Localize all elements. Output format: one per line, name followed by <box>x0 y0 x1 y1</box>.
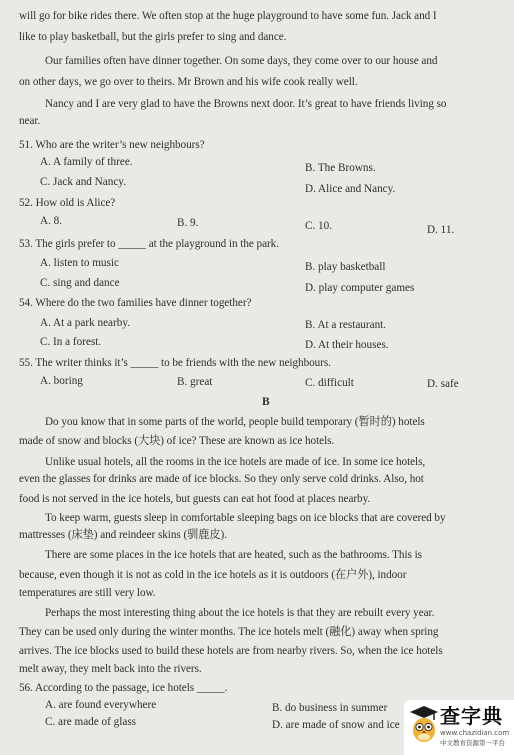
option-b: B. 9. <box>177 217 199 229</box>
option-c: C. In a forest. <box>40 336 102 348</box>
passage-a-line: near. <box>19 115 41 127</box>
question-stem: 54. Where do the two families have dinner together? <box>19 297 252 309</box>
passage-b-line: To keep warm, guests sleep in comfortable sleeping bags on ice blocks that are covered by <box>45 512 446 524</box>
passage-b-line: They can be used only during the winter months. The ice hotels melt (融化) away when spring <box>19 626 439 638</box>
passage-b-line: made of snow and blocks (大块) of ice? These are known as ice hotels. <box>19 435 335 447</box>
question-stem: 55. The writer thinks it’s _____ to be friends with the new neighbours. <box>19 357 331 369</box>
option-a: A. are found everywhere <box>45 699 157 711</box>
option-a: A. 8. <box>40 215 63 227</box>
option-b: B. The Browns. <box>305 162 376 174</box>
option-b: B. great <box>177 376 213 388</box>
option-a: A. boring <box>40 375 83 387</box>
option-d: D. play computer games <box>305 282 415 294</box>
question-stem: 56. According to the passage, ice hotels _____. <box>19 682 228 694</box>
option-a: A. listen to music <box>40 257 119 269</box>
option-c: C. are made of glass <box>45 716 137 728</box>
option-d: D. are made of snow and ice <box>272 719 400 731</box>
passage-b-line: arrives. The ice blocks used to build these hotels are from nearby rivers. So, when the ice hotels <box>19 645 443 657</box>
option-d: D. At their houses. <box>305 339 389 351</box>
option-b: B. At a restaurant. <box>305 319 387 331</box>
option-d: D. 11. <box>427 224 455 236</box>
question-stem: 52. How old is Alice? <box>19 197 116 209</box>
passage-b-line: temperatures are still very low. <box>19 587 156 599</box>
question-stem: 53. The girls prefer to _____ at the playground in the park. <box>19 238 279 250</box>
watermark-slogan: 中文教育资源第一平台 <box>440 739 505 747</box>
option-c: C. sing and dance <box>40 277 120 289</box>
passage-b-line: Perhaps the most interesting thing about the ice hotels is that they are rebuilt every year. <box>45 607 435 619</box>
passage-b-line: There are some places in the ice hotels that are heated, such as the bathrooms. This is <box>45 549 422 561</box>
option-c: C. 10. <box>305 220 333 232</box>
option-a: A. A family of three. <box>40 156 133 168</box>
chazidian-watermark <box>404 700 514 755</box>
passage-b-line: mattresses (床垫) and reindeer skins (驯鹿皮). <box>19 529 227 541</box>
passage-b-line: food is not served in the ice hotels, but guests can eat hot food at places nearby. <box>19 493 371 505</box>
passage-a-line: will go for bike rides there. We often stop at the huge playground to have some fun. Jack and I <box>19 10 437 22</box>
question-stem: 51. Who are the writer’s new neighbours? <box>19 139 205 151</box>
option-d: D. Alice and Nancy. <box>305 183 396 195</box>
option-d: D. safe <box>427 378 459 390</box>
passage-a-line: Nancy and I are very glad to have the Browns next door. It’s great to have friends living so <box>45 98 447 110</box>
passage-b-line: Unlike usual hotels, all the rooms in the ice hotels are made of ice. In some ice hotels, <box>45 456 426 468</box>
passage-b-line: melt away, they melt back into the rivers. <box>19 663 202 675</box>
watermark-url: www.chazidian.com <box>440 729 510 737</box>
passage-b-line: even the glasses for drinks are made of ice blocks. So they only serve cold drinks. Also, hot <box>19 473 424 485</box>
section-b-heading: B <box>262 396 270 408</box>
graduate-cap-owl-icon <box>410 706 438 744</box>
passage-a-line: on other days, we go over to theirs. Mr Brown and his wife cook really well. <box>19 76 358 88</box>
option-b: B. play basketball <box>305 261 386 273</box>
passage-b-line: Do you know that in some parts of the world, people build temporary (暂时的) hotels <box>45 416 425 428</box>
option-c: C. difficult <box>305 377 354 389</box>
watermark-title: 查字典 <box>440 704 503 728</box>
option-b: B. do business in summer <box>272 702 388 714</box>
passage-a-line: Our families often have dinner together. On some days, they come over to our house and <box>45 55 438 67</box>
passage-b-line: because, even though it is not as cold in the ice hotels as it is outdoors (在户外), indoor <box>19 569 407 581</box>
option-c: C. Jack and Nancy. <box>40 176 126 188</box>
passage-a-line: like to play basketball, but the girls prefer to sing and dance. <box>19 31 287 43</box>
option-a: A. At a park nearby. <box>40 317 130 329</box>
